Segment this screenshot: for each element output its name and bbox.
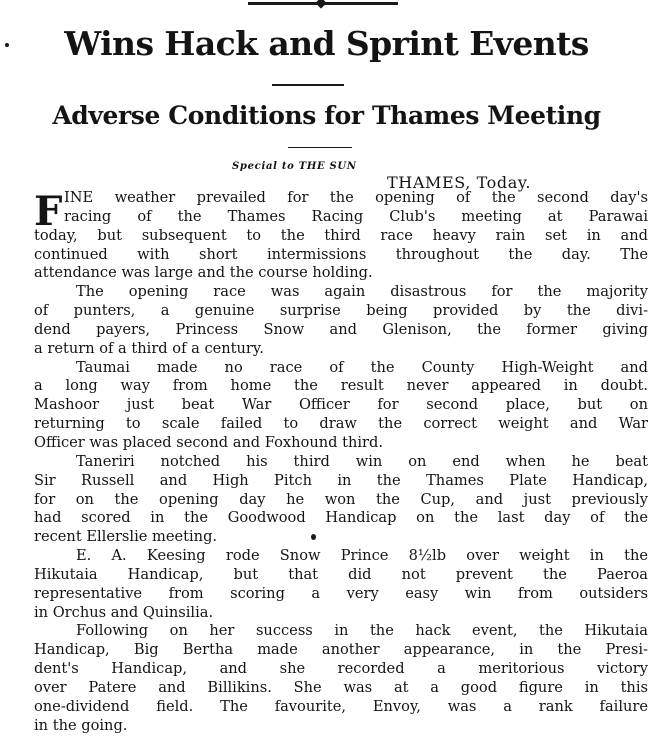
article-body (34, 189, 648, 735)
body-line: representative from scoring a very easy win from outsiders (34, 584, 648, 602)
body-line: in the going. (34, 716, 128, 734)
body-line: over Patere and Billikins. She was at a good figure in this (34, 678, 648, 696)
rule-diamond-ornament (315, 0, 326, 9)
body-line: The opening race was again disastrous for the majority (76, 283, 648, 301)
body-line: returning to scale failed to draw the correct weight and War (34, 415, 648, 433)
body-line: one-dividend field. The favourite, Envoy, was a rank failure (34, 697, 648, 715)
body-line: Sir Russell and High Pitch in the Thames Plate Handicap, (34, 471, 648, 489)
body-line: Hikutaia Handicap, but that did not prevent the Paeroa (34, 565, 648, 583)
headline-divider-rule (272, 84, 344, 86)
body-line: today, but subsequent to the third race heavy rain set in and (34, 226, 648, 244)
drop-cap: F (34, 188, 63, 235)
body-line: Mashoor just beat War Officer for second place, but on (34, 396, 648, 414)
body-line: a long way from home the result never appeared in doubt. (34, 377, 648, 395)
subheadline: Adverse Conditions for Thames Meeting (52, 101, 601, 130)
body-line: recent Ellerslie meeting. (34, 528, 218, 546)
body-line: Handicap, Big Bertha made another appearance, in the Presi- (34, 641, 648, 659)
headline: Wins Hack and Sprint Events (64, 24, 589, 63)
body-line: Following on her success in the hack event, the Hikutaia (76, 622, 648, 640)
body-line: E. A. Keesing rode Snow Prince 8½lb over weight in the (76, 547, 648, 565)
print-speck (311, 534, 316, 540)
body-line: continued with short intermissions throughout the day. The (34, 245, 648, 263)
body-line: attendance was large and the course holding. (34, 264, 373, 282)
body-line: INE weather prevailed for the opening of the second day's (64, 189, 648, 206)
body-line: Taneriri notched his third win on end when he beat (76, 452, 648, 470)
body-line: for on the opening day he won the Cup, and just previously (34, 490, 648, 508)
dateline: THAMES, Today. (387, 173, 532, 192)
body-line: of punters, a genuine surprise being provided by the divi- (34, 302, 648, 320)
byline: Special to THE SUN (232, 161, 357, 172)
subheadline-divider-rule (288, 147, 352, 148)
body-line: Officer was placed second and Foxhound third. (34, 433, 383, 451)
body-line: Taumai made no race of the County High-Weight and (76, 358, 648, 376)
body-line: dend payers, Princess Snow and Glenison, the former giving (34, 320, 648, 338)
body-line: racing of the Thames Racing Club's meeting at Parawai (64, 207, 648, 225)
body-line: had scored in the Goodwood Handicap on the last day of the (34, 509, 648, 527)
print-speck (5, 43, 9, 47)
body-line: a return of a third of a century. (34, 339, 264, 357)
body-line: in Orchus and Quinsilia. (34, 603, 214, 621)
body-line: dent's Handicap, and she recorded a meritorious victory (34, 660, 648, 678)
